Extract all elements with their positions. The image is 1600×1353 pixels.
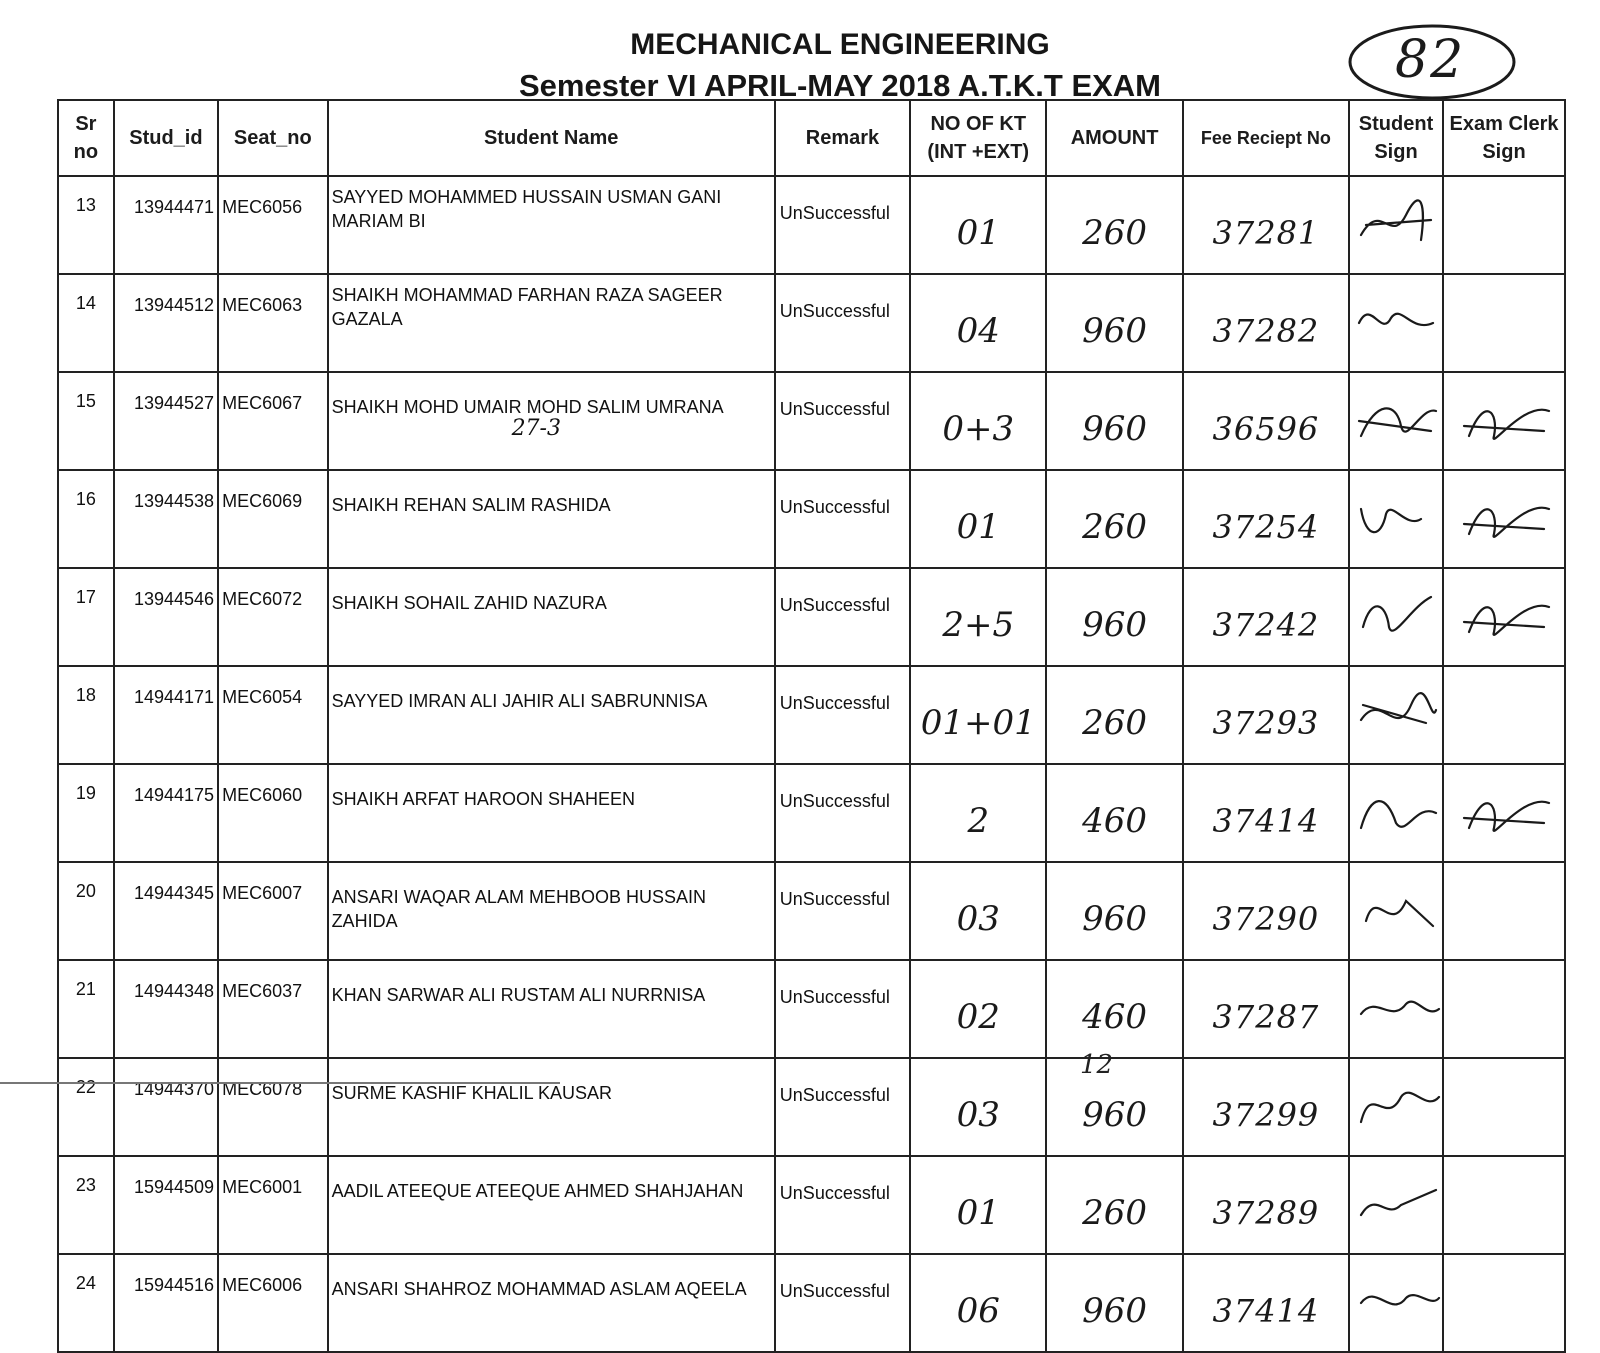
- cell-student-sign: [1349, 176, 1443, 274]
- cell-amount: 460: [1046, 764, 1182, 862]
- student-name-text: SURME KASHIF KHALIL KAUSAR: [331, 1083, 612, 1103]
- cell-student-name: [328, 862, 775, 960]
- signature-icon: [1351, 783, 1441, 843]
- cell-seat-no: MEC6001: [218, 1156, 327, 1254]
- header-clerk-sign: Exam Clerk Sign: [1443, 100, 1565, 176]
- cell-kt-count: 0+3: [910, 372, 1046, 470]
- cell-fee-receipt: 37414: [1183, 1254, 1349, 1352]
- cell-remark: UnSuccessful: [775, 372, 910, 470]
- cell-seat-no: MEC6060: [218, 764, 327, 862]
- cell-sr-no: 22: [58, 1058, 114, 1156]
- table-row: [58, 1058, 1565, 1156]
- cell-student-name: [328, 176, 775, 274]
- signature-icon: [1351, 881, 1441, 941]
- cell-remark: UnSuccessful: [775, 666, 910, 764]
- cell-sr-no: 17: [58, 568, 114, 666]
- cell-fee-receipt: 37254: [1183, 470, 1349, 568]
- cell-student-name: [328, 568, 775, 666]
- header-stud-id: Stud_id: [114, 100, 218, 176]
- cell-kt-count: 01+01: [910, 666, 1046, 764]
- cell-clerk-sign: [1443, 372, 1565, 470]
- cell-seat-no: MEC6067: [218, 372, 327, 470]
- cell-fee-receipt: 37287: [1183, 960, 1349, 1058]
- cell-fee-receipt: 37414: [1183, 764, 1349, 862]
- cell-fee-receipt: 36596: [1183, 372, 1349, 470]
- cell-clerk-sign: [1443, 960, 1565, 1058]
- cell-kt-count: 06: [910, 1254, 1046, 1352]
- table-row: [58, 1254, 1565, 1352]
- cell-stud-id: 14944175: [114, 764, 218, 862]
- cell-remark: UnSuccessful: [775, 274, 910, 372]
- student-table: [57, 99, 1566, 1353]
- table-row: [58, 372, 1565, 470]
- cell-amount: 960: [1046, 1254, 1182, 1352]
- cell-amount: 460: [1046, 960, 1182, 1058]
- signature-icon: [1351, 195, 1441, 255]
- signature-icon: [1351, 587, 1441, 647]
- cell-fee-receipt: 37281: [1183, 176, 1349, 274]
- header-amount: AMOUNT: [1046, 100, 1182, 176]
- cell-sr-no: 13: [58, 176, 114, 274]
- cell-amount: 260: [1046, 1156, 1182, 1254]
- cell-clerk-sign: [1443, 274, 1565, 372]
- signature-icon: [1351, 685, 1441, 745]
- cell-seat-no: MEC6072: [218, 568, 327, 666]
- cell-student-sign: [1349, 1058, 1443, 1156]
- cell-fee-receipt: 37299: [1183, 1058, 1349, 1156]
- cell-amount: 260: [1046, 666, 1182, 764]
- signature-icon: [1351, 979, 1441, 1039]
- cell-remark: UnSuccessful: [775, 1254, 910, 1352]
- table-row: [58, 176, 1565, 274]
- cell-clerk-sign: [1443, 862, 1565, 960]
- cell-seat-no: MEC6063: [218, 274, 327, 372]
- cell-sr-no: 20: [58, 862, 114, 960]
- table-row: [58, 470, 1565, 568]
- signature-icon: [1351, 1273, 1441, 1333]
- bottom-note: 12: [1080, 1050, 1114, 1080]
- cell-remark: UnSuccessful: [775, 960, 910, 1058]
- cell-amount: 960: [1046, 862, 1182, 960]
- cell-sr-no: 18: [58, 666, 114, 764]
- cell-student-name: [328, 960, 775, 1058]
- cell-student-name: [328, 372, 775, 470]
- table-header-row: [58, 100, 1565, 176]
- divider: [0, 1082, 560, 1084]
- cell-stud-id: 15944516: [114, 1254, 218, 1352]
- cell-kt-count: 01: [910, 176, 1046, 274]
- header-receipt: Fee Reciept No: [1183, 100, 1349, 176]
- cell-clerk-sign: [1443, 764, 1565, 862]
- cell-stud-id: 14944345: [114, 862, 218, 960]
- cell-clerk-sign: [1443, 176, 1565, 274]
- table-row: [58, 764, 1565, 862]
- cell-fee-receipt: 37293: [1183, 666, 1349, 764]
- table-row: [58, 666, 1565, 764]
- cell-remark: UnSuccessful: [775, 176, 910, 274]
- cell-fee-receipt: 37282: [1183, 274, 1349, 372]
- cell-sr-no: 23: [58, 1156, 114, 1254]
- signature-icon: [1454, 489, 1554, 549]
- cell-remark: UnSuccessful: [775, 764, 910, 862]
- cell-sr-no: 15: [58, 372, 114, 470]
- signature-icon: [1454, 587, 1554, 647]
- cell-kt-count: 02: [910, 960, 1046, 1058]
- cell-fee-receipt: 37289: [1183, 1156, 1349, 1254]
- signature-icon: [1351, 489, 1441, 549]
- cell-fee-receipt: 37242: [1183, 568, 1349, 666]
- student-name-text: ANSARI SHAHROZ MOHAMMAD ASLAM AQEELA: [331, 1279, 747, 1299]
- signature-icon: [1351, 391, 1441, 451]
- student-name-text: SHAIKH MOHAMMAD FARHAN RAZA SAGEER GAZALA: [331, 285, 723, 329]
- cell-student-sign: [1349, 274, 1443, 372]
- cell-kt-count: 01: [910, 1156, 1046, 1254]
- header-student-name: Student Name: [328, 100, 775, 176]
- cell-amount: 960: [1046, 1058, 1182, 1156]
- student-name-text: AADIL ATEEQUE ATEEQUE AHMED SHAHJAHAN: [331, 1181, 744, 1201]
- cell-clerk-sign: [1443, 1254, 1565, 1352]
- page-number: 82: [1395, 30, 1466, 90]
- cell-student-name: [328, 1254, 775, 1352]
- table-row: [58, 960, 1565, 1058]
- cell-student-sign: [1349, 960, 1443, 1058]
- cell-student-sign: [1349, 568, 1443, 666]
- cell-amount: 960: [1046, 568, 1182, 666]
- cell-remark: UnSuccessful: [775, 568, 910, 666]
- cell-kt-count: 04: [910, 274, 1046, 372]
- cell-sr-no: 19: [58, 764, 114, 862]
- cell-student-sign: [1349, 666, 1443, 764]
- cell-kt-count: 2: [910, 764, 1046, 862]
- signature-icon: [1351, 1175, 1441, 1235]
- table-row: [58, 862, 1565, 960]
- cell-kt-count: 03: [910, 862, 1046, 960]
- cell-student-name: [328, 1058, 775, 1156]
- table-row: [58, 568, 1565, 666]
- cell-seat-no: MEC6056: [218, 176, 327, 274]
- student-name-text: SHAIKH ARFAT HAROON SHAHEEN: [331, 789, 635, 809]
- cell-seat-no: MEC6006: [218, 1254, 327, 1352]
- cell-stud-id: 14944370: [114, 1058, 218, 1156]
- cell-seat-no: MEC6037: [218, 960, 327, 1058]
- student-name-text: KHAN SARWAR ALI RUSTAM ALI NURRNISA: [331, 985, 706, 1005]
- cell-sr-no: 21: [58, 960, 114, 1058]
- cell-clerk-sign: [1443, 666, 1565, 764]
- cell-stud-id: 14944171: [114, 666, 218, 764]
- cell-amount: 960: [1046, 274, 1182, 372]
- cell-remark: UnSuccessful: [775, 1156, 910, 1254]
- document-title: MECHANICAL ENGINEERING: [630, 28, 1050, 61]
- signature-icon: [1351, 293, 1441, 353]
- cell-student-name: [328, 470, 775, 568]
- cell-seat-no: MEC6069: [218, 470, 327, 568]
- student-name-text: SAYYED IMRAN ALI JAHIR ALI SABRUNNISA: [331, 691, 708, 711]
- header-remark: Remark: [775, 100, 910, 176]
- cell-sr-no: 16: [58, 470, 114, 568]
- cell-stud-id: 13944512: [114, 274, 218, 372]
- cell-clerk-sign: [1443, 1058, 1565, 1156]
- cell-remark: UnSuccessful: [775, 862, 910, 960]
- cell-student-sign: [1349, 862, 1443, 960]
- cell-kt-count: 03: [910, 1058, 1046, 1156]
- cell-student-name: [328, 1156, 775, 1254]
- cell-stud-id: 13944527: [114, 372, 218, 470]
- table-row: [58, 274, 1565, 372]
- cell-student-sign: [1349, 1156, 1443, 1254]
- header-sr-no: Sr no: [58, 100, 114, 176]
- cell-stud-id: 13944538: [114, 470, 218, 568]
- cell-stud-id: 15944509: [114, 1156, 218, 1254]
- cell-student-name: [328, 666, 775, 764]
- cell-stud-id: 14944348: [114, 960, 218, 1058]
- cell-amount: 960: [1046, 372, 1182, 470]
- student-name-text: SHAIKH REHAN SALIM RASHIDA: [331, 495, 611, 515]
- cell-student-sign: [1349, 470, 1443, 568]
- cell-student-sign: [1349, 764, 1443, 862]
- cell-remark: UnSuccessful: [775, 470, 910, 568]
- signature-icon: [1454, 391, 1554, 451]
- signature-icon: [1351, 1077, 1441, 1137]
- cell-seat-no: MEC6054: [218, 666, 327, 764]
- cell-clerk-sign: [1443, 470, 1565, 568]
- signature-icon: [1454, 783, 1554, 843]
- cell-fee-receipt: 37290: [1183, 862, 1349, 960]
- cell-stud-id: 13944546: [114, 568, 218, 666]
- student-name-text: SHAIKH SOHAIL ZAHID NAZURA: [331, 593, 607, 613]
- cell-student-sign: [1349, 1254, 1443, 1352]
- cell-student-name: [328, 764, 775, 862]
- handwritten-name-note: 27-3: [511, 416, 561, 441]
- cell-stud-id: 13944471: [114, 176, 218, 274]
- cell-sr-no: 14: [58, 274, 114, 372]
- header-seat-no: Seat_no: [218, 100, 327, 176]
- header-student-sign: Student Sign: [1349, 100, 1443, 176]
- table-row: [58, 1156, 1565, 1254]
- student-name-text: SHAIKH MOHD UMAIR MOHD SALIM UMRANA: [331, 397, 724, 417]
- cell-student-sign: [1349, 372, 1443, 470]
- header-kt: NO OF KT (INT +EXT): [910, 100, 1046, 176]
- page-number-stamp: [1340, 18, 1530, 104]
- cell-student-name: [328, 274, 775, 372]
- cell-seat-no: MEC6007: [218, 862, 327, 960]
- cell-kt-count: 2+5: [910, 568, 1046, 666]
- cell-sr-no: 24: [58, 1254, 114, 1352]
- cell-remark: UnSuccessful: [775, 1058, 910, 1156]
- document-subtitle: Semester VI APRIL-MAY 2018 A.T.K.T EXAM: [518, 68, 1162, 103]
- student-name-text: ANSARI WAQAR ALAM MEHBOOB HUSSAIN ZAHIDA: [331, 887, 706, 931]
- cell-clerk-sign: [1443, 568, 1565, 666]
- cell-kt-count: 01: [910, 470, 1046, 568]
- cell-amount: 260: [1046, 176, 1182, 274]
- cell-amount: 260: [1046, 470, 1182, 568]
- student-name-text: SAYYED MOHAMMED HUSSAIN USMAN GANI MARIAM BI: [331, 187, 722, 231]
- cell-clerk-sign: [1443, 1156, 1565, 1254]
- cell-seat-no: MEC6078: [218, 1058, 327, 1156]
